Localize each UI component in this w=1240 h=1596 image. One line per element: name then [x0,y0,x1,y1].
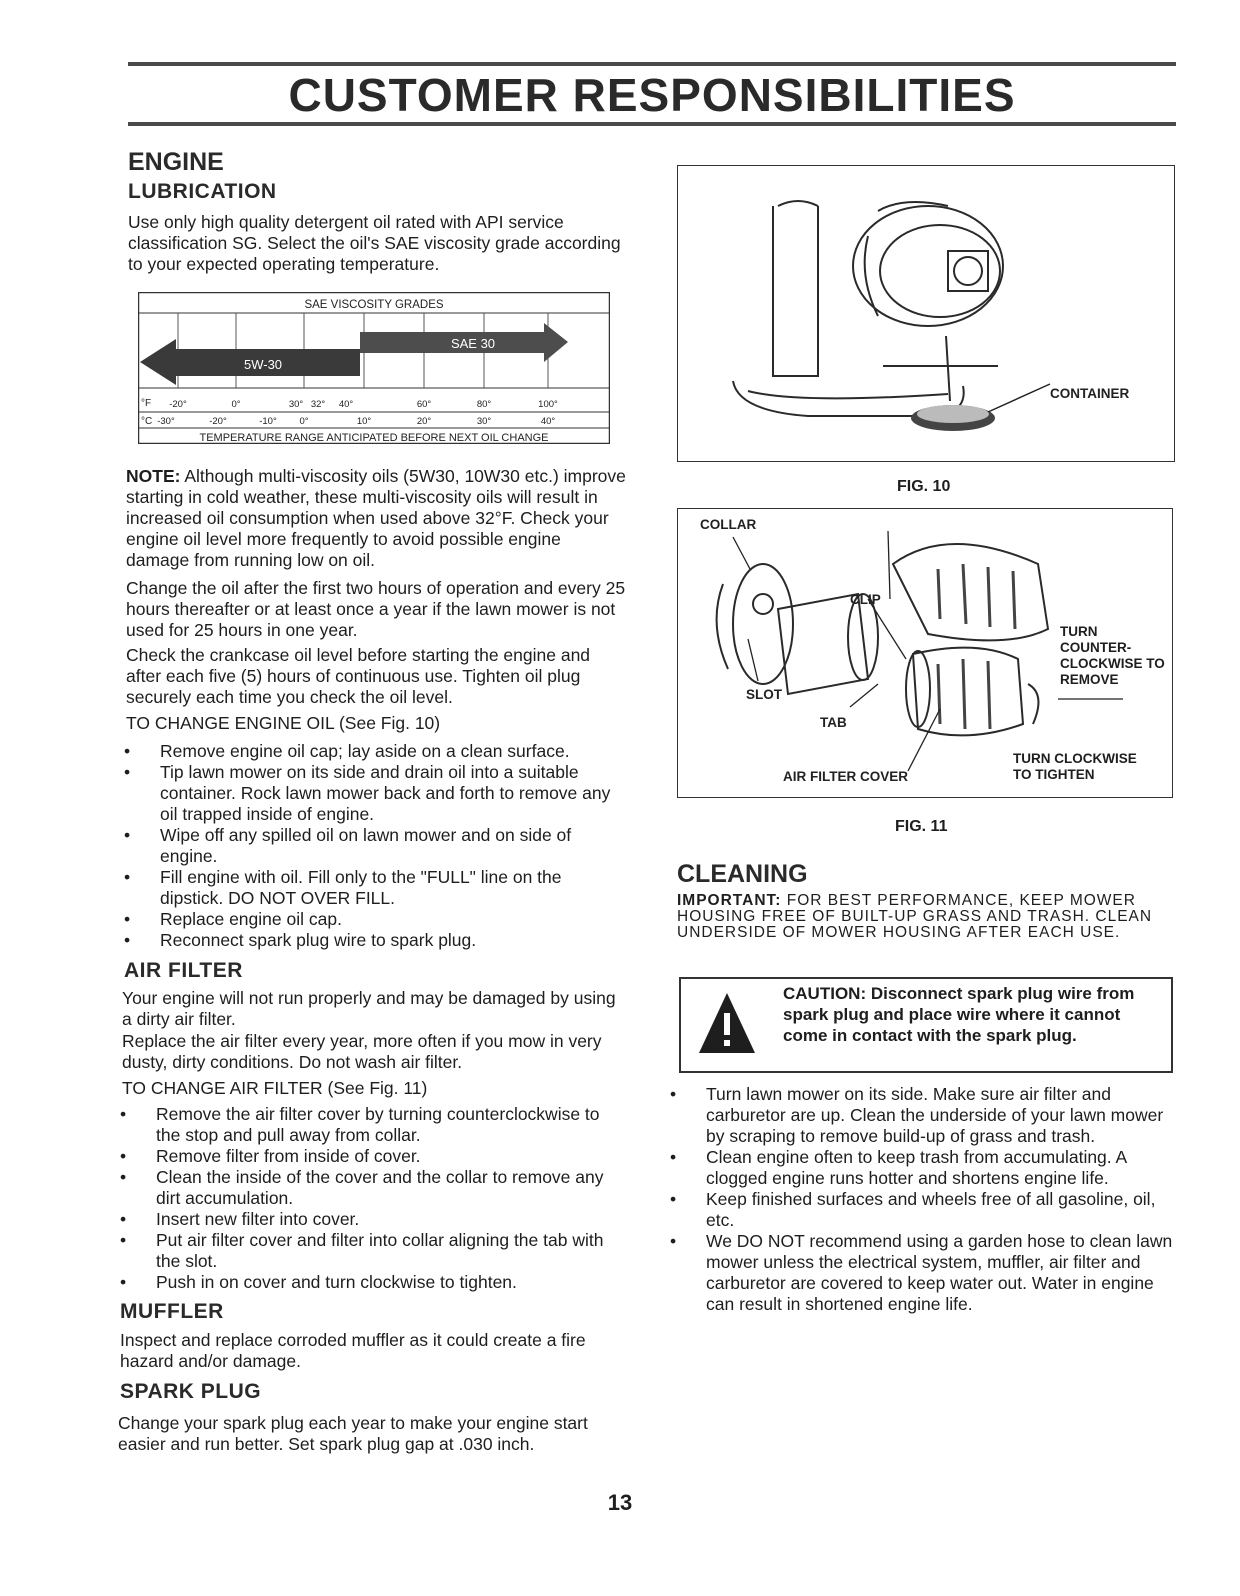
list-item [120,1209,622,1230]
cleaning-steps-list [670,1084,1173,1315]
bullet-icon: • [670,1084,677,1104]
tick-label: 32° [310,399,326,410]
list-item [120,1146,622,1167]
oil-steps-heading: TO CHANGE ENGINE OIL (See Fig. 10) [126,713,441,733]
tick-label: 30° [288,399,304,410]
tick-label: 30° [476,416,492,427]
list-item-text: Fill engine with oil. Fill only to the "FULL" line on the dipstick. DO NOT OVER FILL. [160,867,562,908]
air-filter-heading: AIR FILTER [124,959,243,982]
lubrication-heading: LUBRICATION [128,180,277,203]
fig10-illustration [678,166,1173,460]
caution-box [679,977,1173,1073]
bullet-icon: • [124,867,131,887]
oil-steps-list [124,741,624,951]
list-item [670,1231,1173,1315]
list-item-text: Reconnect spark plug wire to spark plug. [160,930,477,950]
chart-title: SAE VISCOSITY GRADES [304,299,444,311]
note-paragraph [126,466,626,571]
caution-text: CAUTION: Disconnect spark plug wire from spark plug and place wire where it cannot come in contact with the spark plug. [783,984,1135,1045]
change-oil-paragraph: Change the oil after the first two hours of operation and every 25 hours thereafter or at least once a year if the lawn mower is not used for 25 hours in one year. [126,578,626,640]
bullet-icon: • [670,1147,677,1167]
list-item-text: Insert new filter into cover. [156,1209,360,1229]
tick-label: 40° [540,416,556,427]
chart-footer: TEMPERATURE RANGE ANTICIPATED BEFORE NEXT OIL CHANGE [199,432,549,444]
fig10-container-label: CONTAINER [1050,386,1130,401]
grade-sae30-label: SAE 30 [450,336,496,351]
bullet-icon: • [670,1231,677,1251]
tick-label: 100° [538,399,558,410]
tick-label: -20° [169,399,187,410]
muffler-text: Inspect and replace corroded muffler as it could create a fire hazard and/or damage. [120,1330,586,1371]
fig10-frame [677,165,1175,462]
tick-label: 20° [416,416,432,427]
list-item-text: Clean engine often to keep trash from accumulating. A clogged engine runs hotter and shortens engine life. [706,1147,1127,1188]
air-filter-steps-list [120,1104,622,1293]
list-item-text: Remove filter from inside of cover. [156,1146,421,1166]
list-item [124,930,624,951]
important-paragraph [677,893,1173,941]
list-item [124,825,624,867]
list-item-text: We DO NOT recommend using a garden hose to clean lawn mower unless the electrical system, muffler, air filter and carburetor are covered to keep water out. Water in engine can result in shortened engine life. [706,1231,1173,1314]
important-label: IMPORTANT: [677,892,782,909]
list-item-text: Remove the air filter cover by turning counterclockwise to the stop and pull away from collar. [156,1104,600,1145]
air-filter-steps-heading: TO CHANGE AIR FILTER (See Fig. 11) [122,1078,428,1098]
tick-label: 60° [416,399,432,410]
air-filter-p2: Replace the air filter every year, more often if you mow in very dusty, dirty conditions. Do not wash air filter. [122,1031,602,1072]
note-label: NOTE: [126,466,181,486]
muffler-heading: MUFFLER [120,1300,224,1323]
f-tick-labels [169,399,558,410]
tick-label: 80° [476,399,492,410]
lubrication-intro: Use only high quality detergent oil rated with API service classification SG. Select the oil's SAE viscosity grade according to your expected operating temperature. [128,212,621,274]
bullet-icon: • [120,1230,127,1250]
bullet-icon: • [120,1104,127,1124]
fig11-slot-label: SLOT [746,687,782,702]
bullet-icon: • [124,825,131,845]
c-tick-labels [157,416,555,427]
spark-plug-text: Change your spark plug each year to make your engine start easier and run better. Set spark plug gap at .030 inch. [118,1413,588,1454]
warning-icon [697,991,757,1057]
list-item [120,1272,622,1293]
bullet-icon: • [120,1209,127,1229]
tick-label: -20° [209,416,227,427]
fig11-caption: FIG. 11 [895,818,948,835]
tick-label: 40° [338,399,354,410]
list-item [120,1230,622,1272]
list-item [670,1084,1173,1147]
tick-label: 10° [356,416,372,427]
list-item-text: Tip lawn mower on its side and drain oil into a suitable container. Rock lawn mower back and forth to remove any oil trapped inside of engine. [160,762,611,824]
list-item-text: Remove engine oil cap; lay aside on a clean surface. [160,741,570,761]
bullet-icon: • [124,909,131,929]
fig11-cover-label: AIR FILTER COVER [783,769,909,784]
list-item-text: Push in on cover and turn clockwise to tighten. [156,1272,517,1292]
list-item [120,1104,622,1146]
title-rule-bottom [128,122,1176,126]
engine-heading: ENGINE [128,148,224,176]
list-item [124,741,624,762]
bullet-icon: • [124,930,131,950]
list-item-text: Put air filter cover and filter into collar aligning the tab with the slot. [156,1230,604,1271]
tick-label: -10° [259,416,277,427]
spark-plug-heading: SPARK PLUG [120,1380,262,1403]
tick-label: 0° [299,416,309,427]
bullet-icon: • [670,1189,677,1209]
viscosity-chart-svg [138,292,610,444]
list-item [670,1147,1173,1189]
fig11-turn-ccw-label: TURN COUNTER-CLOCKWISE TO REMOVE [1060,624,1165,687]
list-item-text: Turn lawn mower on its side. Make sure air filter and carburetor are up. Clean the underside of your lawn mower by scraping to remove build-up of grass and trash. [706,1084,1164,1146]
fig11-tab-label: TAB [820,715,847,730]
list-item-text: Clean the inside of the cover and the collar to remove any dirt accumulation. [156,1167,604,1208]
page-title: CUSTOMER RESPONSIBILITIES [288,69,1016,121]
list-item [670,1189,1173,1231]
fig11-turn-cw-label: TURN CLOCKWISE TO TIGHTEN [1013,751,1137,782]
tick-label: 0° [231,399,241,410]
list-item [124,762,624,825]
grade-5w30-label: 5W-30 [243,357,283,372]
bullet-icon: • [124,741,131,761]
viscosity-chart [138,292,610,444]
fig11-clip-label: CLIP [850,592,881,607]
title-rule-top [128,62,1176,66]
bullet-icon: • [120,1146,127,1166]
tick-label: -30° [157,416,175,427]
bullet-icon: • [120,1167,127,1187]
list-item-text: Replace engine oil cap. [160,909,342,929]
f-unit: °F [141,398,152,409]
fig11-collar-label: COLLAR [700,517,757,532]
list-item [124,909,624,930]
important-text: FOR BEST PERFORMANCE, KEEP MOWER HOUSING FREE OF BUILT-UP GRASS AND TRASH. CLEAN UNDERSIDE OF MOWER HOUSING AFTER EACH USE. [677,892,1153,941]
list-item-text: Keep finished surfaces and wheels free of all gasoline, oil, etc. [706,1189,1156,1230]
fig10-caption: FIG. 10 [897,478,951,495]
list-item [120,1167,622,1209]
bullet-icon: • [124,762,131,782]
list-item-text: Wipe off any spilled oil on lawn mower and on side of engine. [160,825,572,866]
bullet-icon: • [120,1272,127,1292]
check-oil-paragraph: Check the crankcase oil level before starting the engine and after each five (5) hours of continuous use. Tighten oil plug securely each time you check the oil level. [126,645,591,707]
page-number: 13 [607,1490,633,1515]
air-filter-p1: Your engine will not run properly and may be damaged by using a dirty air filter. [122,988,616,1029]
c-unit: °C [141,416,153,427]
list-item [124,867,624,909]
note-text: Although multi-viscosity oils (5W30, 10W30 etc.) improve starting in cold weather, these multi-viscosity oils will result in increased oil consumption when used above 32°F. Check your engine oil level more frequently to avoid possible engine damage from running low on oil. [126,466,626,570]
cleaning-heading: CLEANING [677,860,808,888]
